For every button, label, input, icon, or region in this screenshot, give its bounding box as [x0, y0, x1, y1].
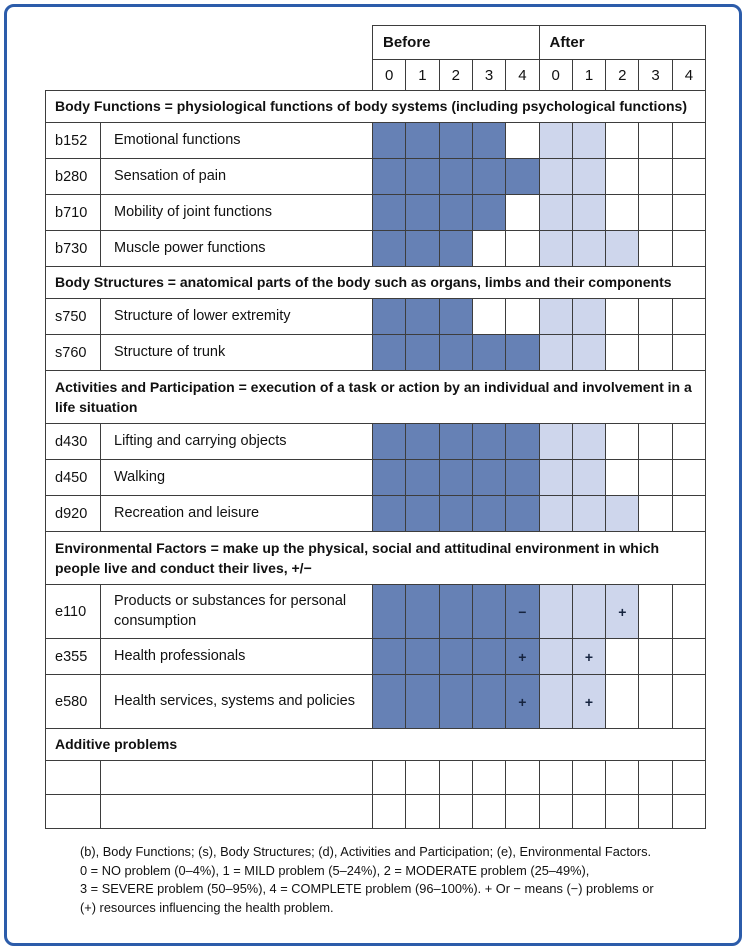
scale-after-2: 2 — [606, 60, 639, 91]
scale-before-2: 2 — [439, 60, 472, 91]
legend-line-3: 3 = SEVERE problem (50–95%), 4 = COMPLETE problem (96–100%). + Or − means (−) problems or — [80, 881, 654, 897]
rating-cell-after-2 — [606, 335, 639, 371]
legend-footnote — [80, 843, 705, 917]
rating-cell-before-1 — [406, 761, 439, 795]
rating-cell-before-1 — [406, 496, 439, 532]
rating-cell-before-0 — [373, 639, 406, 675]
rating-cell-before-0 — [373, 761, 406, 795]
header-spacer — [46, 60, 373, 91]
header-scale-row — [46, 60, 706, 91]
table-row-s760 — [46, 335, 706, 371]
rating-cell-after-1 — [572, 299, 605, 335]
rating-cell-before-1 — [406, 795, 439, 829]
row-label — [101, 795, 373, 829]
scale-before-4: 4 — [506, 60, 539, 91]
table-row-b152 — [46, 123, 706, 159]
rating-cell-after-2 — [606, 496, 639, 532]
rating-cell-after-3 — [639, 231, 672, 267]
rating-cell-before-4 — [506, 795, 539, 829]
row-code — [46, 761, 101, 795]
rating-cell-after-4 — [672, 195, 705, 231]
rating-cell-after-0 — [539, 496, 572, 532]
rating-cell-after-0 — [539, 795, 572, 829]
rating-cell-before-1 — [406, 231, 439, 267]
rating-cell-before-3 — [472, 639, 505, 675]
rating-cell-after-0 — [539, 675, 572, 729]
rating-cell-after-0 — [539, 195, 572, 231]
rating-cell-after-2 — [606, 675, 639, 729]
row-code: s760 — [46, 335, 101, 371]
row-code: b710 — [46, 195, 101, 231]
rating-cell-before-1 — [406, 424, 439, 460]
rating-cell-after-4 — [672, 761, 705, 795]
rating-cell-after-3 — [639, 424, 672, 460]
rating-cell-after-1 — [572, 195, 605, 231]
rating-cell-after-3 — [639, 761, 672, 795]
row-code: b730 — [46, 231, 101, 267]
rating-cell-before-3 — [472, 460, 505, 496]
rating-cell-after-1 — [572, 585, 605, 639]
table-row-b730 — [46, 231, 706, 267]
rating-cell-after-1: + — [572, 675, 605, 729]
section-header: Activities and Participation = execution of a task or action by an individual and involvement in a life situation — [46, 371, 706, 424]
legend-line-2: 0 = NO problem (0–4%), 1 = MILD problem (5–24%), 2 = MODERATE problem (25–49%), — [80, 862, 590, 878]
section-header: Additive problems — [46, 729, 706, 761]
rating-cell-after-3 — [639, 123, 672, 159]
table-row-d920 — [46, 496, 706, 532]
rating-cell-after-1 — [572, 460, 605, 496]
table-row-e355 — [46, 639, 706, 675]
table-row-b280 — [46, 159, 706, 195]
rating-cell-after-4 — [672, 123, 705, 159]
rating-cell-before-0 — [373, 231, 406, 267]
rating-cell-after-0 — [539, 231, 572, 267]
scale-after-1: 1 — [572, 60, 605, 91]
rating-cell-before-2 — [439, 675, 472, 729]
rating-cell-before-2 — [439, 424, 472, 460]
rating-cell-before-3 — [472, 299, 505, 335]
rating-cell-before-0 — [373, 335, 406, 371]
rating-cell-after-2: + — [606, 585, 639, 639]
empty-row — [46, 761, 706, 795]
rating-cell-before-3 — [472, 795, 505, 829]
rating-cell-before-3 — [472, 424, 505, 460]
after-column-header: After — [539, 26, 706, 60]
rating-cell-before-2 — [439, 123, 472, 159]
row-label: Recreation and leisure — [101, 496, 373, 532]
rating-cell-before-0 — [373, 299, 406, 335]
rating-cell-after-4 — [672, 231, 705, 267]
row-code: d430 — [46, 424, 101, 460]
rating-cell-after-4 — [672, 424, 705, 460]
rating-cell-after-1 — [572, 335, 605, 371]
rating-cell-before-4 — [506, 460, 539, 496]
rating-cell-before-0 — [373, 585, 406, 639]
rating-cell-before-1 — [406, 195, 439, 231]
rating-cell-after-2 — [606, 424, 639, 460]
rating-cell-after-1 — [572, 761, 605, 795]
rating-cell-after-0 — [539, 159, 572, 195]
row-label: Products or substances for personal consumption — [101, 585, 373, 639]
section-header: Environmental Factors = make up the physical, social and attitudinal environment in which people live and conduct their lives, +/− — [46, 532, 706, 585]
rating-cell-before-2 — [439, 795, 472, 829]
rating-cell-before-2 — [439, 299, 472, 335]
rating-cell-before-4 — [506, 123, 539, 159]
row-code: e580 — [46, 675, 101, 729]
rating-cell-before-2 — [439, 585, 472, 639]
rating-cell-after-0 — [539, 585, 572, 639]
rating-cell-after-1 — [572, 159, 605, 195]
scale-before-3: 3 — [472, 60, 505, 91]
legend-line-4: (+) resources influencing the health problem. — [80, 899, 334, 915]
rating-cell-before-1 — [406, 123, 439, 159]
rating-cell-before-4: + — [506, 675, 539, 729]
rating-cell-after-3 — [639, 675, 672, 729]
rating-cell-after-3 — [639, 299, 672, 335]
scale-after-0: 0 — [539, 60, 572, 91]
row-label: Structure of trunk — [101, 335, 373, 371]
rating-cell-after-3 — [639, 335, 672, 371]
rating-cell-after-0 — [539, 335, 572, 371]
rating-cell-after-2 — [606, 231, 639, 267]
before-column-header: Before — [373, 26, 540, 60]
section-row-environmental — [46, 532, 706, 585]
rating-cell-before-1 — [406, 639, 439, 675]
rating-cell-before-4: − — [506, 585, 539, 639]
rating-cell-after-2 — [606, 460, 639, 496]
row-label: Mobility of joint functions — [101, 195, 373, 231]
rating-cell-before-3 — [472, 195, 505, 231]
rating-cell-after-0 — [539, 424, 572, 460]
icf-qualifier-table — [45, 25, 705, 917]
rating-cell-after-2 — [606, 195, 639, 231]
rating-cell-after-3 — [639, 496, 672, 532]
row-label — [101, 761, 373, 795]
rating-cell-before-0 — [373, 195, 406, 231]
rating-cell-before-2 — [439, 335, 472, 371]
rating-cell-after-2 — [606, 123, 639, 159]
section-row-additive — [46, 729, 706, 761]
rating-cell-before-3 — [472, 761, 505, 795]
header-spacer — [46, 26, 373, 60]
row-code: d920 — [46, 496, 101, 532]
row-label: Health professionals — [101, 639, 373, 675]
rating-cell-after-3 — [639, 639, 672, 675]
rating-cell-after-2 — [606, 159, 639, 195]
rating-cell-after-3 — [639, 585, 672, 639]
rating-cell-before-3 — [472, 675, 505, 729]
rating-cell-after-4 — [672, 299, 705, 335]
rating-cell-before-4 — [506, 424, 539, 460]
row-code: d450 — [46, 460, 101, 496]
rating-cell-after-2 — [606, 639, 639, 675]
rating-cell-before-4 — [506, 299, 539, 335]
section-row-body-structures — [46, 267, 706, 299]
rating-cell-after-4 — [672, 675, 705, 729]
rating-cell-before-3 — [472, 123, 505, 159]
rating-cell-after-4 — [672, 335, 705, 371]
row-label: Health services, systems and policies — [101, 675, 373, 729]
rating-cell-before-1 — [406, 460, 439, 496]
row-code: e110 — [46, 585, 101, 639]
row-label: Structure of lower extremity — [101, 299, 373, 335]
rating-cell-after-1 — [572, 123, 605, 159]
table-row-d430 — [46, 424, 706, 460]
row-code — [46, 795, 101, 829]
rating-cell-before-0 — [373, 460, 406, 496]
rating-cell-before-3 — [472, 335, 505, 371]
row-label: Walking — [101, 460, 373, 496]
empty-row — [46, 795, 706, 829]
rating-cell-after-4 — [672, 639, 705, 675]
assessment-table — [45, 25, 706, 829]
scale-before-0: 0 — [373, 60, 406, 91]
section-row-activities — [46, 371, 706, 424]
rating-cell-before-2 — [439, 496, 472, 532]
rating-cell-after-4 — [672, 460, 705, 496]
rating-cell-before-3 — [472, 585, 505, 639]
rating-cell-before-4 — [506, 159, 539, 195]
section-row-body-functions — [46, 91, 706, 123]
rating-cell-before-4 — [506, 195, 539, 231]
rating-cell-after-2 — [606, 299, 639, 335]
rating-cell-before-0 — [373, 123, 406, 159]
header-group-row — [46, 26, 706, 60]
rating-cell-after-2 — [606, 795, 639, 829]
rating-cell-before-0 — [373, 424, 406, 460]
rating-cell-before-2 — [439, 231, 472, 267]
rating-cell-after-0 — [539, 639, 572, 675]
table-row-b710 — [46, 195, 706, 231]
section-header: Body Functions = physiological functions of body systems (including psychological functions) — [46, 91, 706, 123]
rating-cell-before-0 — [373, 496, 406, 532]
row-label: Sensation of pain — [101, 159, 373, 195]
row-label: Muscle power functions — [101, 231, 373, 267]
rating-cell-after-0 — [539, 123, 572, 159]
scale-after-3: 3 — [639, 60, 672, 91]
rating-cell-after-4 — [672, 159, 705, 195]
rating-cell-after-4 — [672, 795, 705, 829]
table-row-s750 — [46, 299, 706, 335]
rating-cell-before-4: + — [506, 639, 539, 675]
rating-cell-before-4 — [506, 761, 539, 795]
rating-cell-after-1 — [572, 496, 605, 532]
rating-cell-before-2 — [439, 195, 472, 231]
table-row-e580 — [46, 675, 706, 729]
rating-cell-after-0 — [539, 299, 572, 335]
scale-before-1: 1 — [406, 60, 439, 91]
row-label: Lifting and carrying objects — [101, 424, 373, 460]
rating-cell-after-2 — [606, 761, 639, 795]
rating-cell-after-1 — [572, 795, 605, 829]
rating-cell-after-0 — [539, 761, 572, 795]
scale-after-4: 4 — [672, 60, 705, 91]
rating-cell-after-4 — [672, 585, 705, 639]
rating-cell-before-0 — [373, 159, 406, 195]
rating-cell-before-0 — [373, 795, 406, 829]
table-row-d450 — [46, 460, 706, 496]
rating-cell-after-3 — [639, 195, 672, 231]
row-code: b280 — [46, 159, 101, 195]
row-code: e355 — [46, 639, 101, 675]
rating-cell-after-3 — [639, 460, 672, 496]
row-label: Emotional functions — [101, 123, 373, 159]
rating-cell-before-1 — [406, 299, 439, 335]
rating-cell-before-2 — [439, 639, 472, 675]
rating-cell-after-3 — [639, 795, 672, 829]
row-code: s750 — [46, 299, 101, 335]
rating-cell-before-4 — [506, 231, 539, 267]
section-header: Body Structures = anatomical parts of the body such as organs, limbs and their components — [46, 267, 706, 299]
rating-cell-before-3 — [472, 231, 505, 267]
rating-cell-before-1 — [406, 159, 439, 195]
table-row-e110 — [46, 585, 706, 639]
rating-cell-after-0 — [539, 460, 572, 496]
rating-cell-before-1 — [406, 335, 439, 371]
row-code: b152 — [46, 123, 101, 159]
rating-cell-before-0 — [373, 675, 406, 729]
rating-cell-after-3 — [639, 159, 672, 195]
rating-cell-before-2 — [439, 159, 472, 195]
rating-cell-before-3 — [472, 496, 505, 532]
legend-line-1: (b), Body Functions; (s), Body Structures; (d), Activities and Participation; (e), Environmental Factors. — [80, 844, 652, 859]
rating-cell-after-1 — [572, 424, 605, 460]
rating-cell-after-4 — [672, 496, 705, 532]
rating-cell-before-4 — [506, 496, 539, 532]
rating-cell-before-3 — [472, 159, 505, 195]
rating-cell-after-1 — [572, 231, 605, 267]
rating-cell-before-1 — [406, 585, 439, 639]
rating-cell-before-2 — [439, 761, 472, 795]
rating-cell-before-4 — [506, 335, 539, 371]
rating-cell-after-1: + — [572, 639, 605, 675]
rating-cell-before-2 — [439, 460, 472, 496]
rating-cell-before-1 — [406, 675, 439, 729]
